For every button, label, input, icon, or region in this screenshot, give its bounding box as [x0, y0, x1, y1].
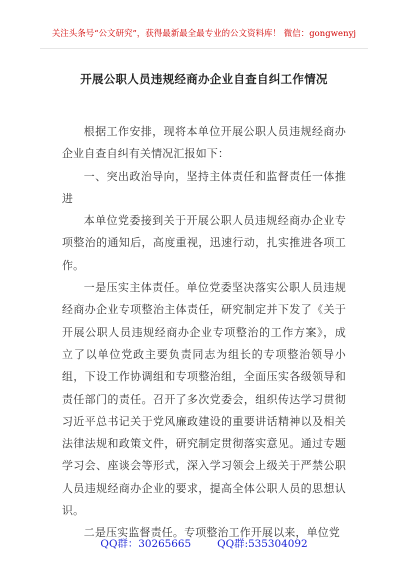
paragraph-1: 本单位党委接到关于开展公职人员违规经商办企业专项整治的通知后，高度重视，迅速行动，扎实推进各项工作。 — [62, 214, 346, 272]
paragraph-2: 一是压实主体责任。单位党委坚决落实公职人员违规经商办企业专项整治主体责任，研究制定并下发了《关于开展公职人员违规经商办企业专项整治的工作方案》，成立了以单位党政主要负责同志为组长的专项整治领导小组，下设工作协调组和专项整治组，全面压实各级领导和责任部门的责任。召开了多次党委会，组织传达学习贯彻习近平总书记关于党风廉政建设的重要讲话精神以及相关法律法规和政策文件，研究制定贯彻落实意见。通过专题学习会、座谈会等形式，深入学习领会上级关于严禁公职人员违规经商办企业的要求，提高全体公职人员的思想认识。 — [62, 281, 346, 518]
paragraph-intro: 根据工作安排，现将本单位开展公职人员违规经商办企业自查自纠有关情况汇报如下： — [62, 125, 346, 161]
document-body — [62, 121, 346, 545]
footer-contact — [0, 535, 408, 550]
header-divider — [40, 48, 368, 49]
footer-qq-group-2: QQ群:535304092 — [217, 538, 308, 550]
section-heading-1: 一、突出政治导向，坚持主体责任和监督责任一体推进 — [62, 169, 346, 205]
header-banner: 关注头条号“公文研究”，获得最新最全最专业的公文资料库！ 微信：gongwenyj — [51, 28, 357, 38]
footer-qq-group-1: QQ群：30265665 — [100, 538, 192, 550]
paragraph-3: 二是压实监督责任。专项整治工作开展以来，单位党 — [83, 526, 341, 540]
document-title: 开展公职人员违规经商办企业自查自纠工作情况 — [80, 72, 328, 86]
